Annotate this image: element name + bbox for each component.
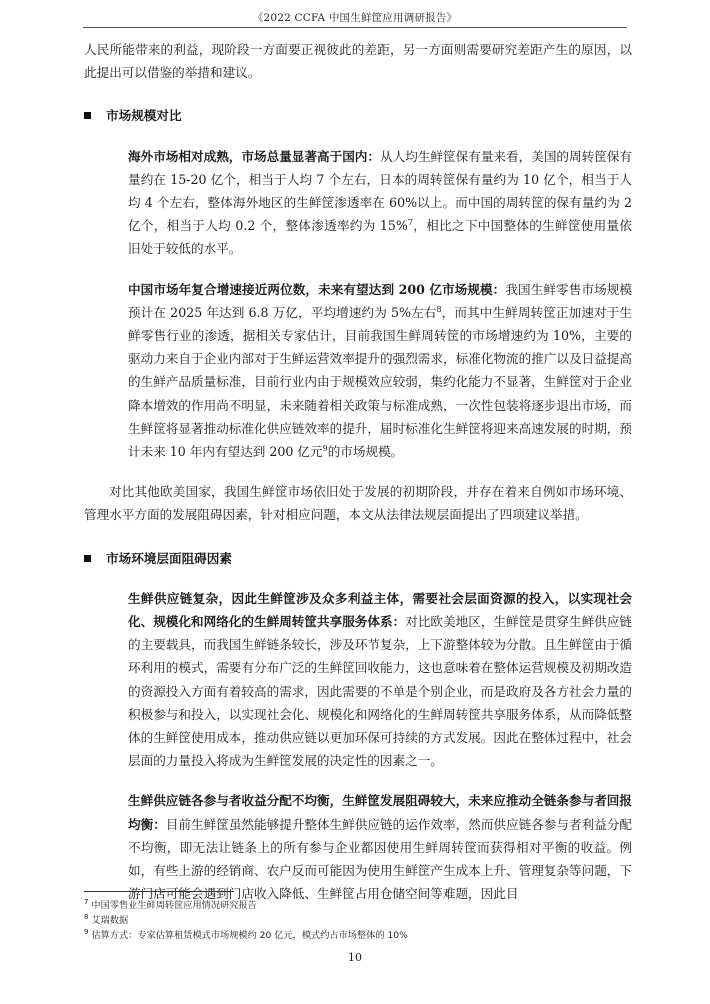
footnote-item xyxy=(84,913,632,928)
paragraph-lead: 生鲜供应链各参与者收益分配不均衡，生鲜筐发展阻碍较大，未来应推动全链条参与者回报均衡： xyxy=(128,793,632,832)
footnote-number: 7 xyxy=(84,897,89,906)
square-bullet-icon xyxy=(84,555,91,562)
paragraph-text: 从人均生鲜筐保有量来看，美国的周转筐保有量约在 15-20 亿个，相当于人均 7 个左右，日本的周转筐保有量约为 10 亿个，相当于人均 4 个左右，整体海外地区的生鲜筐渗透率在 60%以上。而中国的周转筐的保有量约为 2 亿个，相当于人均 0.2 个，整体渗透率约为 15% xyxy=(128,148,633,234)
paragraph-text: ，而其中生鲜周转筐正加速对于生鲜零售行业的渗透，据相关专家估计，目前我国生鲜周转筐的市场增速约为 10%，主要的驱动力来自于企业内部对于生鲜运营效率提升的强烈需求，标准化物流的推广以及日益提高的生鲜产品质量标准，目前行业内由于规模效应较弱，集约化能力不显著，生鲜筐对于企业降本增效的作用尚不明显，未来随着相关政策与标准成熟，一次性包装将逐步退出市场，而生鲜筐将显著推动标准化供应链效率的提升，届时标准化生鲜筐将迎来高速发展的时期，预计未来 10 年内有望达到 200 亿元 xyxy=(128,304,632,460)
paragraph-benefit-distribution xyxy=(84,789,632,905)
section-heading-market-size xyxy=(84,104,632,127)
paragraph-lead: 中国市场年复合增速接近两位数，未来有望达到 200 亿市场规模： xyxy=(128,281,506,297)
paragraph-text: 的市场规模。 xyxy=(327,444,404,460)
paragraph-lead: 海外市场相对成熟，市场总量显著高于国内： xyxy=(128,148,381,164)
body-content xyxy=(84,38,632,906)
section-heading-text: 市场规模对比 xyxy=(106,108,182,124)
footnote-ref[interactable]: 8 xyxy=(436,304,442,314)
paragraph-text: 对比欧美地区，生鲜筐是贯穿生鲜供应链的主要载具，而我国生鲜链条较长，涉及环节复杂，上下游整体较为分散。且生鲜筐由于循环利用的模式，需要有分布广泛的生鲜筐回收能力，这也意味着在整体运营规模及初期改造的资源投入方面有着较高的需求，因此需要的不单是个别企业，而是政府及各方社会力量的积极参与和投入，以实现社会化、规模化和网络化的生鲜周转筐共享服务体系，从而降低整体的生鲜筐使用成本，推动供应链以更加环保可持续的方式发展。因此在整体过程中，社会层面的力量投入将成为生鲜筐发展的决定性的因素之一。 xyxy=(128,614,633,769)
header-divider xyxy=(83,27,627,28)
transition-paragraph xyxy=(84,480,632,526)
footnote-text: 中国零售业生鲜周转筐应用情况研究报告 xyxy=(91,900,257,911)
footnote-divider xyxy=(84,891,234,892)
intro-text: 人民所能带来的利益，现阶段一方面要正视彼此的差距，另一方面则需要研究差距产生的原因，以此提出可以借鉴的举措和建议。 xyxy=(84,42,632,81)
paragraph-supply-chain-complex xyxy=(84,587,632,773)
section-heading-market-environment xyxy=(84,547,632,570)
footnote-item xyxy=(84,928,632,943)
footnote-ref[interactable]: 7 xyxy=(407,218,413,228)
footnote-number: 9 xyxy=(84,927,89,936)
transition-text: 对比其他欧美国家，我国生鲜筐市场依旧处于发展的初期阶段，并存在着来自例如市场环境、管理水平方面的发展阻碍因素，针对相应问题，本文从法律法规层面提出了四项建议举措。 xyxy=(84,484,632,523)
paragraph-text: 目前生鲜筐虽然能够提升整体生鲜供应链的运作效率，然而供应链各参与者利益分配不均衡，即无法让链条上的所有参与企业都因使用生鲜周转筐而获得相对平衡的收益。例如，有些上游的经销商、农户反而可能因为使用生鲜筐产生成本上升、管理复杂等问题，下游门店可能会遇到门店收入降低、生鲜筐占用仓储空间等难题，因此目 xyxy=(128,816,633,902)
paragraph-lead: 生鲜供应链复杂，因此生鲜筐涉及众多利益主体，需要社会层面资源的投入，以实现社会化、规模化和网络化的生鲜周转筐共享服务体系： xyxy=(128,590,632,630)
footnotes xyxy=(84,891,632,943)
paragraph-text: ，相比之下中国整体的生鲜筐使用量依旧处于较低的水平。 xyxy=(128,218,633,257)
section-heading-text: 市场环境层面阻碍因素 xyxy=(106,550,232,566)
paragraph-china-market xyxy=(84,278,632,464)
footnote-number: 8 xyxy=(84,912,89,921)
footnote-ref[interactable]: 9 xyxy=(322,443,328,453)
square-bullet-icon xyxy=(84,112,91,119)
paragraph-overseas-market xyxy=(84,145,632,261)
intro-paragraph xyxy=(84,38,632,84)
footnote-item xyxy=(84,898,632,913)
footnote-text: 艾瑞数据 xyxy=(91,915,129,926)
running-header: 《2022 CCFA 中国生鲜筐应用调研报告》 xyxy=(252,12,458,24)
paragraph-text: 我国生鲜零售市场规模预计在 2025 年达到 6.8 万亿，平均增速约为 5%左右 xyxy=(128,281,632,320)
page-number: 10 xyxy=(348,951,362,964)
footnote-text: 估算方式：专家估算租赁模式市场规模约 20 亿元，模式约占市场整体的 10% xyxy=(91,930,408,941)
